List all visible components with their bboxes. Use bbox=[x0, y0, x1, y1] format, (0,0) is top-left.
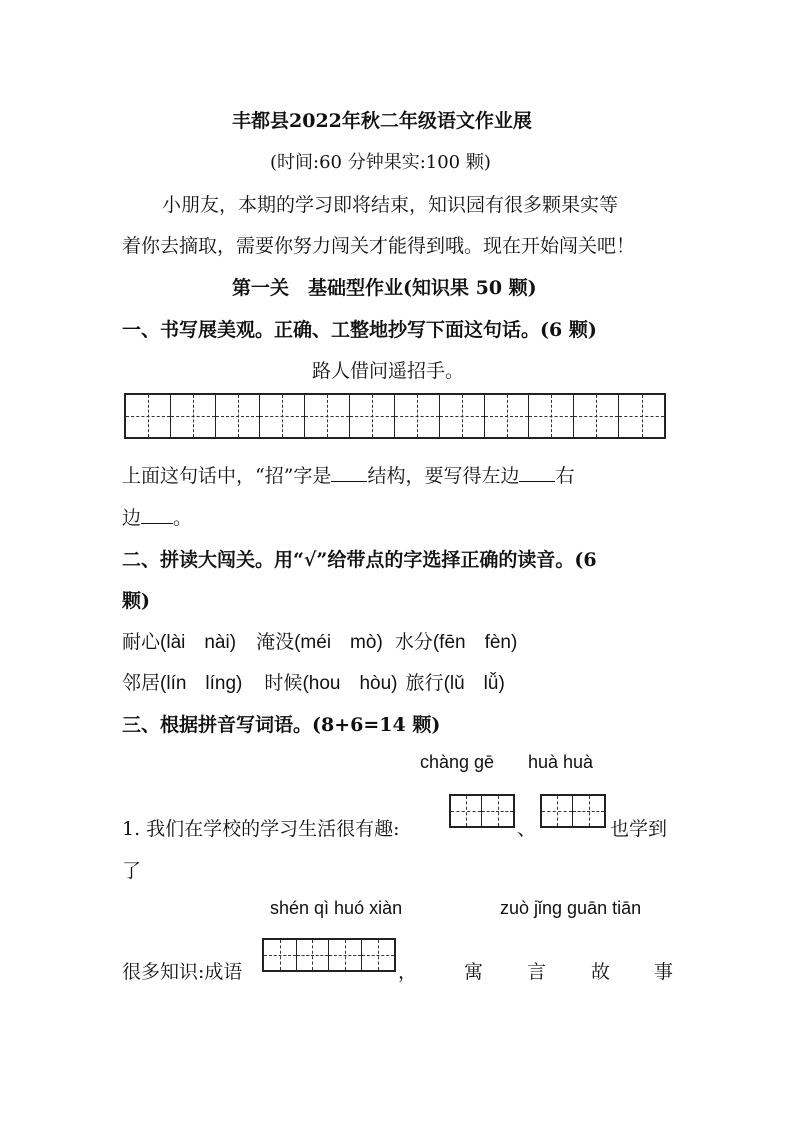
writing-grid-2[interactable] bbox=[540, 794, 606, 828]
answer-blank[interactable] bbox=[519, 480, 555, 482]
idiom-char: 故 bbox=[591, 961, 611, 983]
grid-cell[interactable] bbox=[264, 940, 297, 970]
intro-line-1: 小朋友，本期的学习即将结束，知识园有很多颗果实等 bbox=[162, 194, 619, 216]
choice-word: 耐心 bbox=[122, 631, 161, 653]
grid-cell[interactable] bbox=[451, 796, 482, 826]
grid-cell[interactable] bbox=[440, 395, 485, 437]
choice-options[interactable]: (lín líng) bbox=[160, 673, 243, 694]
level-heading: 第一关 基础型作业(知识果 50 颗) bbox=[232, 277, 537, 299]
grid-cell[interactable] bbox=[574, 395, 619, 437]
choice-word: 旅行 bbox=[405, 672, 444, 694]
choice-options[interactable]: (lǔ lǚ) bbox=[443, 673, 505, 694]
choice-word: 淹没 bbox=[256, 631, 295, 653]
page-subtitle: (时间:60 分钟果实:100 颗) bbox=[270, 152, 491, 173]
grid-cell[interactable] bbox=[329, 940, 362, 970]
grid-cell[interactable] bbox=[216, 395, 261, 437]
grid-cell[interactable] bbox=[171, 395, 216, 437]
grid-cell[interactable] bbox=[485, 395, 530, 437]
grid-cell[interactable] bbox=[260, 395, 305, 437]
question-1-text: 1. 我们在学校的学习生活很有趣: bbox=[122, 818, 400, 840]
grid-cell[interactable] bbox=[573, 796, 604, 826]
answer-blank[interactable] bbox=[331, 480, 367, 482]
question-1-tail: 也学到 bbox=[610, 818, 668, 840]
question-text: 结构，要写得左边 bbox=[367, 465, 520, 487]
choice-options[interactable]: (fēn fèn) bbox=[432, 632, 518, 653]
idiom-char: 事 bbox=[654, 961, 674, 983]
section-3-heading: 三、根据拼音写词语。(8+6=14 颗) bbox=[122, 714, 441, 736]
grid-cell[interactable] bbox=[482, 796, 513, 826]
question-text: 。 bbox=[173, 507, 193, 529]
pinyin-label: chàng gē bbox=[420, 752, 495, 772]
grid-cell[interactable] bbox=[619, 395, 664, 437]
question-text: 边 bbox=[122, 507, 142, 529]
grid-cell[interactable] bbox=[297, 940, 330, 970]
grid-cell[interactable] bbox=[126, 395, 171, 437]
question-text: 上面这句话中，“招”字是 bbox=[122, 465, 332, 487]
idiom-char: 言 bbox=[527, 961, 547, 983]
grid-cell[interactable] bbox=[529, 395, 574, 437]
choice-word: 水分 bbox=[394, 631, 433, 653]
structure-question-line-2 bbox=[122, 503, 192, 530]
answer-blank[interactable] bbox=[141, 522, 173, 524]
choice-options[interactable]: (hou hòu) bbox=[302, 673, 398, 694]
grid-cell[interactable] bbox=[395, 395, 440, 437]
question-2-text: 很多知识:成语 bbox=[122, 961, 243, 983]
pinyin-choice-row-1 bbox=[122, 627, 517, 654]
choice-options[interactable]: (méi mò) bbox=[294, 632, 383, 653]
grid-cell[interactable] bbox=[350, 395, 395, 437]
choice-options[interactable]: (lài nài) bbox=[160, 632, 237, 653]
writing-grid-12[interactable] bbox=[124, 393, 666, 439]
grid-cell[interactable] bbox=[542, 796, 573, 826]
question-text: 右 bbox=[555, 465, 575, 487]
section-1-heading: 一、书写展美观。正确、工整地抄写下面这句话。(6 颗) bbox=[122, 319, 597, 341]
section-2-heading: 二、拼读大闯关。用“√”给带点的字选择正确的读音。(6 bbox=[122, 549, 597, 571]
pinyin-label: shén qì huó xiàn bbox=[270, 898, 403, 918]
pinyin-choice-row-2 bbox=[122, 668, 505, 695]
grid-cell[interactable] bbox=[362, 940, 394, 970]
choice-word: 时候 bbox=[264, 672, 303, 694]
writing-grid-4[interactable] bbox=[262, 938, 396, 972]
question-2-comma: ， bbox=[398, 961, 418, 983]
pinyin-label: zuò jǐng guān tiān bbox=[500, 898, 642, 918]
writing-grid-2[interactable] bbox=[449, 794, 515, 828]
choice-word: 邻居 bbox=[122, 672, 161, 694]
question-1-separator: 、 bbox=[517, 818, 537, 840]
section-2-heading-cont: 颗) bbox=[122, 590, 150, 612]
copy-sentence: 路人借问遥招手。 bbox=[312, 360, 465, 382]
idiom-char: 寓 bbox=[464, 961, 484, 983]
grid-cell[interactable] bbox=[305, 395, 350, 437]
structure-question-line-1 bbox=[122, 461, 574, 488]
question-1-continued: 了 bbox=[122, 860, 142, 882]
pinyin-label: huà huà bbox=[528, 752, 594, 772]
intro-line-2: 着你去摘取，需要你努力闯关才能得到哦。现在开始闯关吧！ bbox=[122, 235, 636, 257]
page-title: 丰都县2022年秋二年级语文作业展 bbox=[232, 110, 532, 132]
